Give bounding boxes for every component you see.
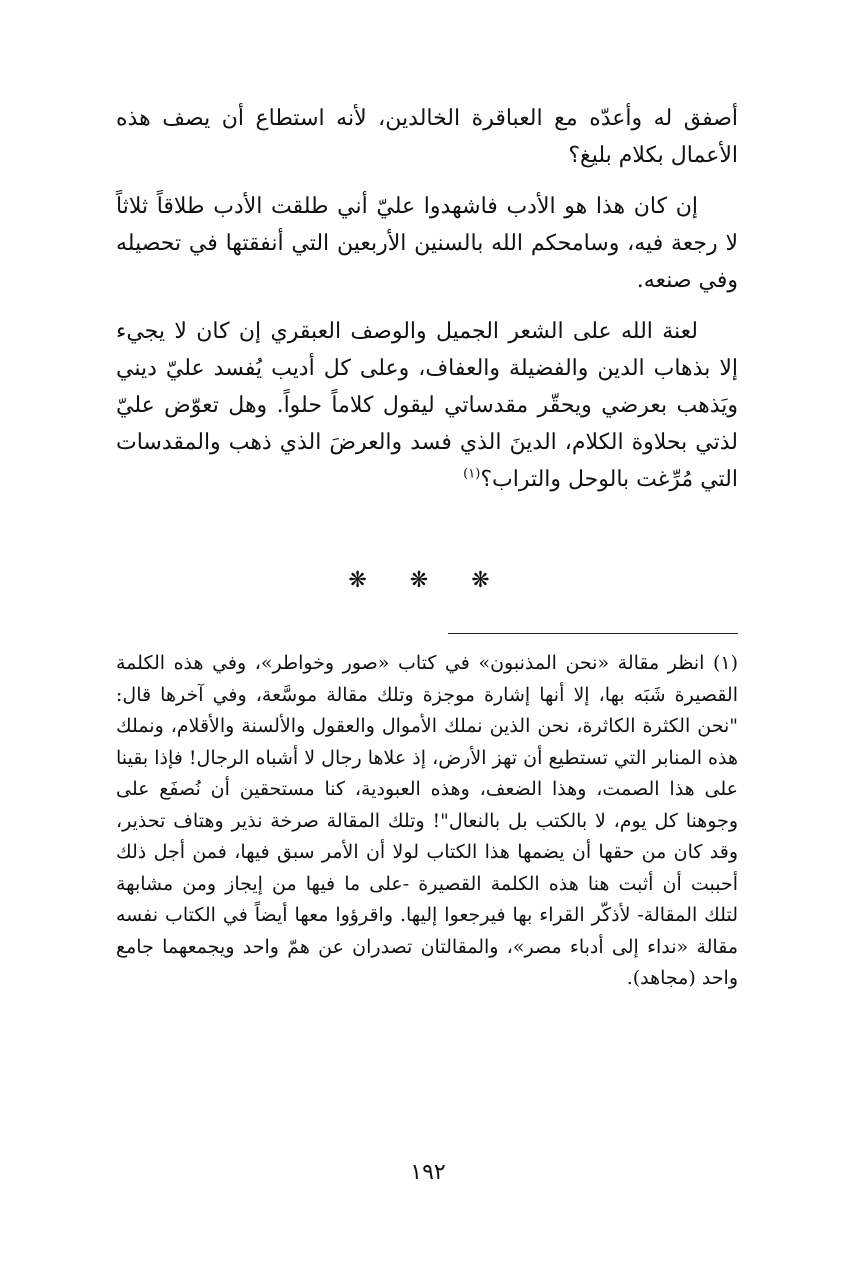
footnote-text: (١) انظر مقالة «نحن المذنبون» في كتاب «صور وخواطر»، وفي هذه الكلمة القصيرة شَبَه بها، إلا أنها إشارة موجزة وتلك مقالة موسَّعة، وفي آخرها قال: "نحن الكثرة الكاثرة، نحن الذين نملك الأموال والعقول والألسنة والأقلام، ونملك هذه المنابر التي تستطيع أن تهز الأرض، إذ علاها رجال لا أشباه الرجال! فإذا بقينا على هذا الصمت، وهذا الضعف، وهذه العبودية، كنا مستحقين أن نُصفَع على وجوهنا كل يوم، لا بالكتب بل بالنعال"! وتلك المقالة صرخة نذير وهتاف تحذير، وقد كان من حقها أن يضمها هذا الكتاب لولا أن الأمر سبق فيها، فمن أجل ذلك أحببت أن أثبت هنا هذه الكلمة القصيرة -على ما فيها من إيجاز ومن مشابهة لتلك المقالة- لأذكّر القراء بها فيرجعوا إليها. واقرؤوا معها أيضاً في الكتاب نفسه مقالة «نداء إلى أدباء مصر»، والمقالتان تصدران عن همّ واحد ويجمعهما جامع واحد (مجاهد). [116, 652, 738, 989]
footnote [116, 648, 738, 995]
paragraph-1: أصفق له وأعدّه مع العباقرة الخالدين، لأنه استطاع أن يصف هذه الأعمال بكلام بليغ؟ [116, 106, 738, 168]
main-text [116, 100, 738, 512]
paragraph-3-text: لعنة الله على الشعر الجميل والوصف العبقري إن كان لا يجيء إلا بذهاب الدين والفضيلة والعفاف، وعلى كل أديب يُفسد عليّ ديني ويَذهب بعرضي ويحقّر مقدساتي ليقول كلاماً حلواً. وهل تعوّض عليّ لذتي بحلاوة الكلام، الدينَ الذي فسد والعرضَ الذي ذهب والمقدسات التي مُرِّغت بالوحل والتراب؟ [116, 319, 738, 492]
footnote-divider [448, 633, 738, 634]
section-separator: ❋ ❋ ❋ [348, 568, 508, 593]
paragraph-3 [116, 313, 738, 498]
footnote-marker: (١) [463, 466, 481, 482]
page-number: ١٩٢ [410, 1160, 446, 1185]
paragraph-2: إن كان هذا هو الأدب فاشهدوا عليّ أني طلقت الأدب طلاقاً ثلاثاً لا رجعة فيه، وسامحكم الله بالسنين الأربعين التي أنفقتها في تحصيله وفي صنعه. [116, 194, 738, 293]
